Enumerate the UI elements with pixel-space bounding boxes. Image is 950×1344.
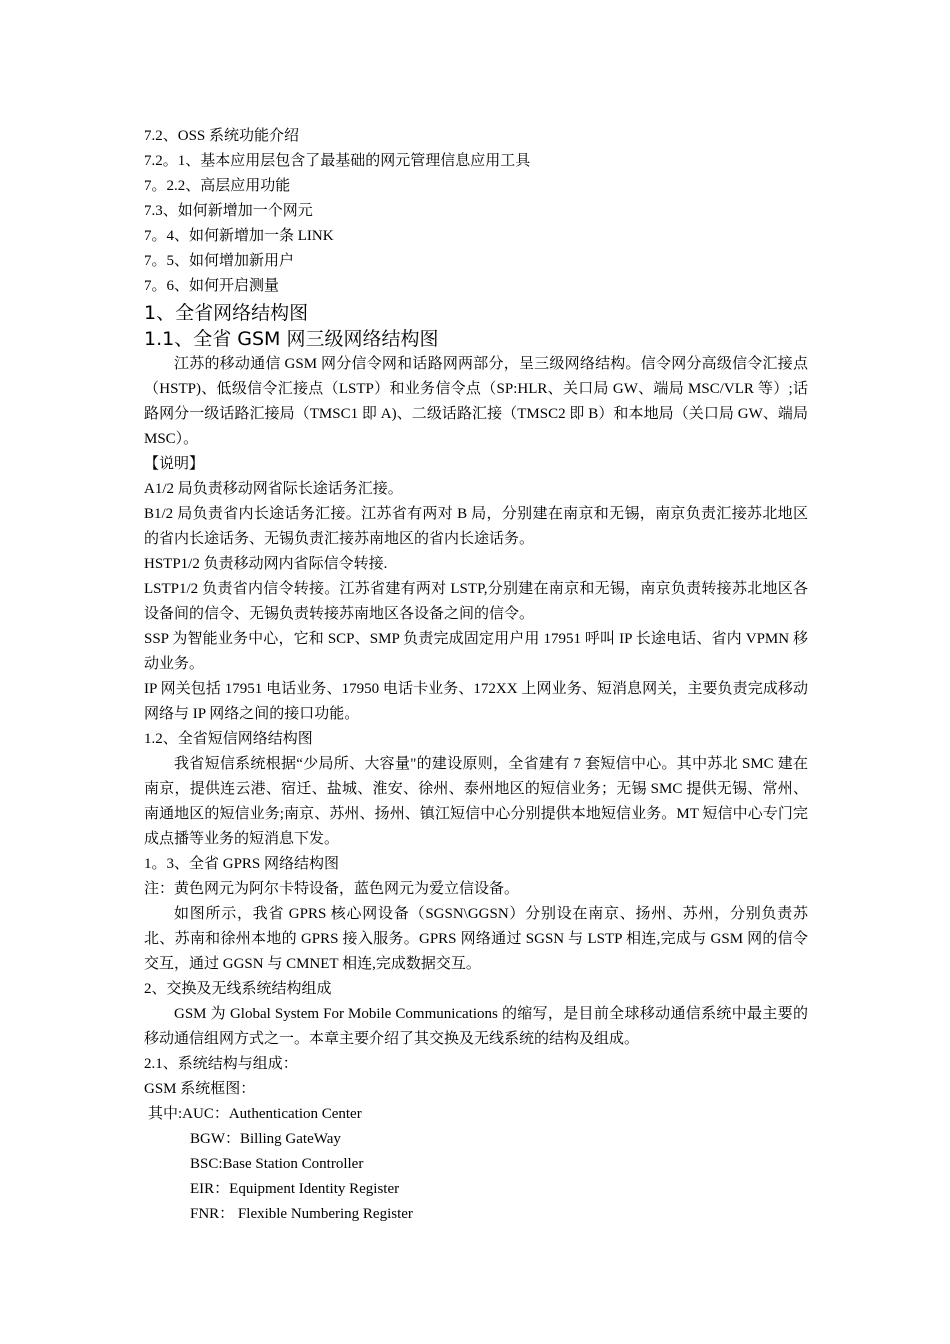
heading-switching-wireless: 2、交换及无线系统结构组成	[144, 981, 332, 997]
heading-sms-network: 1.2、全省短信网络结构图	[144, 731, 313, 747]
note-ssp: SSP 为智能业务中心，它和 SCP、SMP 负责完成固定用户用 17951 呼叫 IP 长途电话、省内 VPMN 移动业务。	[144, 631, 808, 672]
sms-paragraph: 我省短信系统根据“少局所、大容量"的建设原则，全省建有 7 套短信中心。其中苏北 SMC 建在南京，提供连云港、宿迁、盐城、淮安、徐州、泰州地区的短信业务；无锡 SMC 提供无锡、常州、南通地区的短信业务;南京、苏州、扬州、镇江短信中心分别提供本地短信业务。MT 短信中心专门完成点播等业务的短消息下发。	[144, 756, 808, 847]
note-a-office: A1/2 局负责移动网省际长途话务汇接。	[144, 481, 403, 497]
toc-item: 7。6、如何开启测量	[144, 278, 280, 294]
note-ip-gateway: IP 网关包括 17951 电话业务、17950 电话卡业务、172XX 上网业务、短消息网关，主要负责完成移动网络与 IP 网络之间的接口功能。	[144, 681, 808, 722]
heading-gprs-network: 1。3、全省 GPRS 网络结构图	[144, 856, 340, 872]
intro-paragraph: 江苏的移动通信 GSM 网分信令网和话路网两部分，呈三级网络结构。信令网分高级信令汇接点（HSTP)、低级信令汇接点（LSTP）和业务信令点（SP:HLR、关口局 GW、端局 MSC/VLR 等）;话路网分一级话路汇接局（TMSC1 即 A)、二级话路汇接（TMSC2 即 B）和本地局（关口局 GW、端局 MSC）。	[144, 356, 808, 447]
note-b-office: B1/2 局负责省内长途话务汇接。江苏省有两对 B 局，分别建在南京和无锡，南京负责汇接苏北地区的省内长途话务、无锡负责汇接苏南地区的省内长途话务。	[144, 506, 808, 547]
heading-network-structure: 1、全省网络结构图	[144, 302, 309, 324]
abbreviation-eir: EIR：Equipment Identity Register	[190, 1181, 400, 1197]
toc-item: 7。4、如何新增加一条 LINK	[144, 228, 334, 244]
toc-item: 7.2、OSS 系统功能介绍	[144, 128, 300, 144]
document-body	[144, 124, 808, 1227]
heading-system-structure: 2.1、系统结构与组成：	[144, 1056, 298, 1072]
gsm-diagram-label: GSM 系统框图：	[144, 1081, 256, 1097]
note-hstp: HSTP1/2 负责移动网内省际信令转接.	[144, 556, 388, 572]
abbreviation-fnr: FNR： Flexible Numbering Register	[190, 1206, 413, 1222]
toc-item: 7。2.2、高层应用功能	[144, 178, 291, 194]
abbreviation-auc: 其中:AUC：Authentication Center	[148, 1106, 362, 1122]
abbreviation-bgw: BGW：Billing GateWay	[190, 1131, 341, 1147]
toc-item: 7。5、如何增加新用户	[144, 253, 295, 269]
note-lstp: LSTP1/2 负责省内信令转接。江苏省建有两对 LSTP,分别建在南京和无锡，南京负责转接苏北地区各设备间的信令、无锡负责转接苏南地区各设备之间的信令。	[144, 581, 808, 622]
gprs-paragraph: 如图所示，我省 GPRS 核心网设备（SGSN\GGSN）分别设在南京、扬州、苏州，分别负责苏北、苏南和徐州本地的 GPRS 接入服务。GPRS 网络通过 SGSN 与 LSTP 相连,完成与 GSM 网的信令交互，通过 GGSN 与 CMNET 相连,完成数据交互。	[144, 906, 808, 972]
toc-item: 7.3、如何新增加一个网元	[144, 203, 313, 219]
abbreviation-bsc: BSC:Base Station Controller	[190, 1156, 364, 1172]
heading-gsm-three-level: 1.1、全省 GSM 网三级网络结构图	[144, 328, 439, 350]
toc-item: 7.2。1、基本应用层包含了最基础的网元管理信息应用工具	[144, 153, 531, 169]
gprs-color-note: 注：黄色网元为阿尔卡特设备，蓝色网元为爱立信设备。	[144, 881, 520, 897]
note-label: 【说明】	[144, 456, 205, 472]
gsm-intro-paragraph: GSM 为 Global System For Mobile Communications 的缩写，是目前全球移动通信系统中最主要的移动通信组网方式之一。本章主要介绍了其交换及无线系统的结构及组成。	[144, 1006, 808, 1047]
